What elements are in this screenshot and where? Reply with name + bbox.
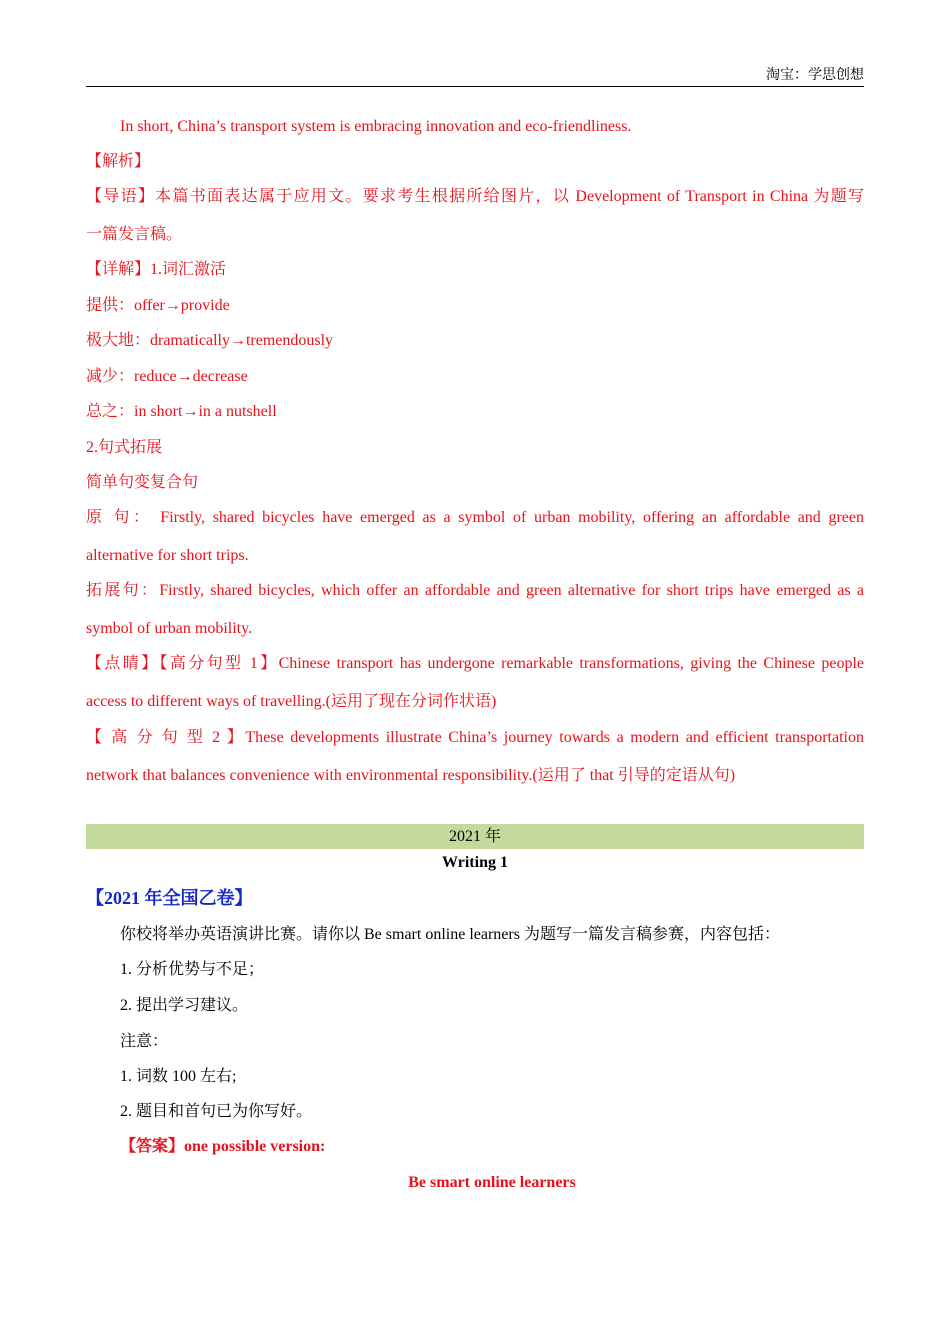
- detail-heading: 【详解】1.词汇激活: [86, 261, 227, 278]
- vocab-item-nutshell: 总之：in short→in a nutshell: [86, 403, 277, 420]
- conclusion-sentence: In short, China’s transport system is embracing innovation and eco-friendliness.: [120, 118, 632, 135]
- task-item-2: 2. 提出学习建议。: [120, 997, 249, 1014]
- exam-title: 【2021 年全国乙卷】: [86, 888, 253, 908]
- note-item-1: 1. 词数 100 左右;: [120, 1068, 237, 1085]
- task-intro: 你校将举办英语演讲比赛。请你以 Be smart online learners 为题写一篇发言稿参赛，内容包括：: [120, 926, 780, 943]
- expanded-sentence-line-1: 拓展句：Firstly, shared bicycles, which offer an affordable and green alternative for short trips have emerged as a: [86, 582, 864, 599]
- answer-title: Be smart online learners: [408, 1174, 576, 1191]
- vocab-item-tremendously: 极大地：dramatically→tremendously: [86, 332, 334, 349]
- analysis-label: 【解析】: [86, 153, 151, 170]
- highlight-pattern-1-line-2: access to different ways of travelling.(运用了现在分词作状语): [86, 693, 497, 710]
- header-text: 淘宝：学思创想: [766, 68, 864, 83]
- header-rule: [86, 86, 864, 87]
- writing-title: Writing 1: [442, 854, 508, 871]
- highlight-pattern-2-line-1: 【 高 分 句 型 2 】These developments illustrate China’s journey towards a modern and efficient transportation: [86, 729, 864, 746]
- original-sentence-line-2: alternative for short trips.: [86, 547, 249, 564]
- note-label: 注意：: [120, 1033, 169, 1050]
- vocab-item-provide: 提供：offer→provide: [86, 297, 230, 314]
- task-item-1: 1. 分析优势与不足；: [120, 961, 265, 978]
- intro-line-1: 【导语】本篇书面表达属于应用文。要求考生根据所给图片，以 Development of Transport in China 为题写: [86, 188, 864, 205]
- highlight-pattern-1-line-1: 【点睛】【高分句型 1】Chinese transport has undergone remarkable transformations, giving the Chinese people: [86, 655, 864, 672]
- note-item-2: 2. 题目和首句已为你写好。: [120, 1103, 313, 1120]
- vocab-item-decrease: 减少：reduce→decrease: [86, 368, 248, 385]
- expanded-sentence-line-2: symbol of urban mobility.: [86, 620, 253, 637]
- sentence-expansion-heading: 2.句式拓展: [86, 439, 163, 456]
- original-sentence-line-1: 原 句： Firstly, shared bicycles have emerged as a symbol of urban mobility, offering an affordable and green: [86, 509, 864, 526]
- year-band: 2021 年: [86, 824, 864, 849]
- answer-label: 【答案】one possible version:: [120, 1138, 326, 1155]
- simple-to-complex-label: 简单句变复合句: [86, 474, 199, 491]
- highlight-pattern-2-line-2: network that balances convenience with environmental responsibility.(运用了 that 引导的定语从句): [86, 767, 736, 784]
- intro-line-2: 一篇发言稿。: [86, 226, 183, 243]
